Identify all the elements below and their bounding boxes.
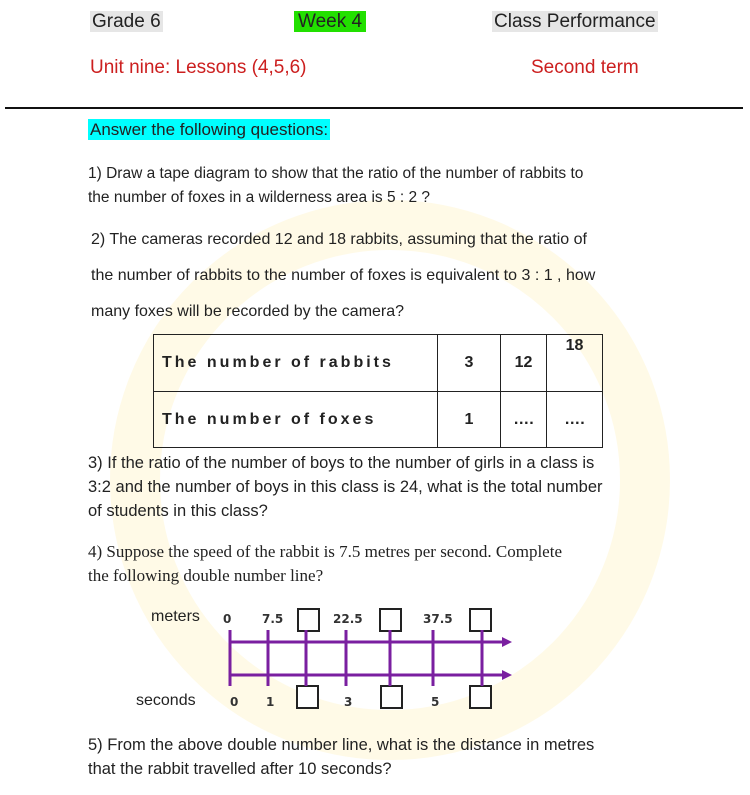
question-5-line-1: 5) From the above double number line, what is the distance in metres xyxy=(88,736,595,754)
answer-box[interactable] xyxy=(469,685,492,709)
bottom-tick-label: 0 xyxy=(230,695,239,709)
grade-label xyxy=(90,11,163,33)
question-1 xyxy=(88,162,583,210)
answer-box[interactable] xyxy=(380,685,403,709)
question-4-line-2: the following double number line? xyxy=(88,566,324,585)
table-cell: 18 xyxy=(547,335,603,392)
arrowhead xyxy=(502,637,512,647)
bottom-tick-label: 5 xyxy=(431,695,440,709)
answer-box[interactable] xyxy=(296,685,319,709)
question-2-line-1: 2) The cameras recorded 12 and 18 rabbits, assuming that the ratio of xyxy=(91,231,587,248)
question-3 xyxy=(88,451,603,523)
doc-title-text: Class Performance xyxy=(494,11,656,32)
table-row xyxy=(154,335,603,392)
question-2 xyxy=(91,222,595,330)
meters-label: meters xyxy=(151,608,200,625)
question-1-line-2: the number of foxes in a wilderness area is 5 : 2 ? xyxy=(88,189,431,206)
question-1-line-1: 1) Draw a tape diagram to show that the ratio of the number of rabbits to xyxy=(88,165,584,182)
double-number-line xyxy=(220,628,520,688)
table-cell: 3 xyxy=(438,335,501,392)
seconds-label: seconds xyxy=(136,692,196,709)
top-tick-label: 22.5 xyxy=(333,612,363,626)
question-4 xyxy=(88,540,562,588)
arrowhead xyxy=(502,670,512,680)
question-5 xyxy=(88,733,594,781)
header-divider xyxy=(5,107,743,109)
term-label: Second term xyxy=(531,57,639,78)
question-5-line-2: that the rabbit travelled after 10 seconds? xyxy=(88,760,392,778)
doc-title xyxy=(492,11,658,33)
question-2-line-2: the number of rabbits to the number of foxes is equivalent to 3 : 1 , how xyxy=(91,267,596,284)
table-cell-blank: …. xyxy=(547,392,603,448)
question-3-line-1: 3) If the ratio of the number of boys to the number of girls in a class is xyxy=(88,454,595,472)
question-4-line-1: 4) Suppose the speed of the rabbit is 7.5 metres per second. Complete xyxy=(88,542,562,561)
table-row-label: The number of rabbits xyxy=(154,335,438,392)
question-3-line-2: 3:2 and the number of boys in this class is 24, what is the total number xyxy=(88,478,603,496)
ratio-table xyxy=(153,334,603,448)
table-cell-blank: …. xyxy=(501,392,547,448)
bottom-tick-label: 3 xyxy=(344,695,353,709)
unit-label: Unit nine: Lessons (4,5,6) xyxy=(90,57,307,78)
week-text: Week 4 xyxy=(294,11,366,32)
bottom-tick-label: 1 xyxy=(266,695,275,709)
question-2-line-3: many foxes will be recorded by the camera? xyxy=(91,303,405,320)
grade-text: Grade 6 xyxy=(92,11,161,32)
instructions xyxy=(88,120,330,140)
question-3-line-3: of students in this class? xyxy=(88,502,268,520)
instructions-text: Answer the following questions: xyxy=(90,120,329,139)
top-tick-label: 7.5 xyxy=(262,612,284,626)
table-cell: 1 xyxy=(438,392,501,448)
top-tick-label: 37.5 xyxy=(423,612,453,626)
table-cell: 12 xyxy=(501,335,547,392)
top-tick-label: 0 xyxy=(223,612,232,626)
table-row xyxy=(154,392,603,448)
table-row-label: The number of foxes xyxy=(154,392,438,448)
week-label xyxy=(294,11,366,33)
